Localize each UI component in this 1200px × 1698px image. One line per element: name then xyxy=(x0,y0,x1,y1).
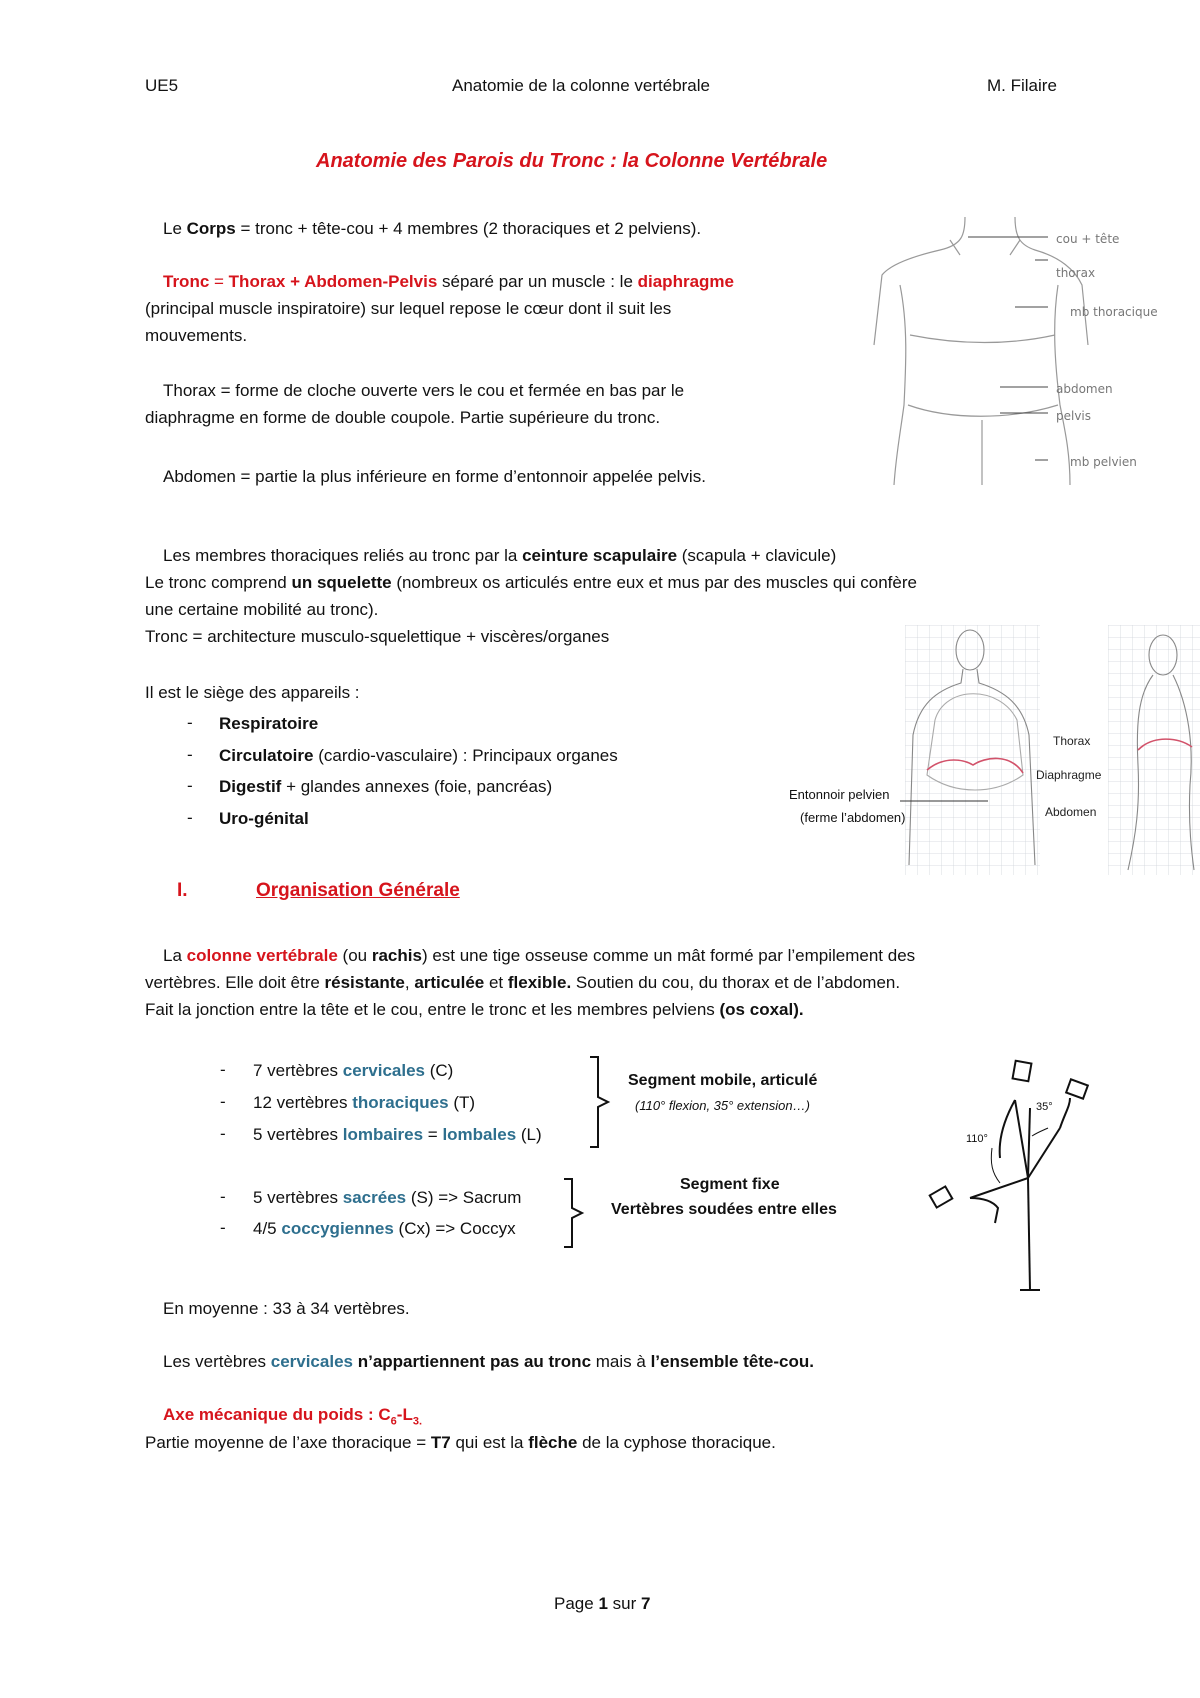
body-outline-figure xyxy=(870,215,1190,495)
vertebre-sacrees: 5 vertèbres sacrées (S) => Sacrum xyxy=(253,1188,522,1207)
segment-fixe-title: Segment fixe xyxy=(680,1176,780,1193)
segment-fixe-sub: Vertèbres soudées entre elles xyxy=(611,1201,837,1218)
list-dash: - xyxy=(220,1187,226,1206)
spine-angle-figure xyxy=(920,1058,1100,1298)
entonnoir-pointer xyxy=(900,795,990,807)
list-dash: - xyxy=(187,776,193,795)
angle-extension: 35° xyxy=(1036,1101,1053,1113)
axe-label: Axe mécanique du poids : $C_6-L_{3.}$ xyxy=(163,1405,423,1428)
list-dash: - xyxy=(220,1060,226,1079)
thorax-side-figure xyxy=(1108,625,1200,875)
segment-mobile-title: Segment mobile, articulé xyxy=(628,1072,818,1089)
angle-flexion: 110° xyxy=(966,1133,988,1145)
tronc-line-3: mouvements. xyxy=(145,326,248,345)
label-abdomen: Abdomen xyxy=(1045,805,1097,819)
list-dash: - xyxy=(187,713,193,732)
colonne-line-2: vertèbres. Elle doit être résistante, articulée et flexible. Soutien du cou, du thorax et de l’abdomen. xyxy=(145,973,901,992)
label-diaphragme: Diaphragme xyxy=(1036,768,1102,782)
label-ferme-abdomen: (ferme l’abdomen) xyxy=(800,810,906,825)
body-label-abdomen: abdomen xyxy=(1056,382,1113,396)
axe-line-2: Partie moyenne de l’axe thoracique = T7 qui est la flèche de la cyphose thoracique. xyxy=(145,1433,776,1452)
page-footer: Page 1 sur 7 xyxy=(554,1594,651,1613)
tronc-line-2: (principal muscle inspiratoire) sur lequel repose le cœur dont il suit les xyxy=(145,299,672,318)
list-item: Circulatoire (cardio-vasculaire) : Principaux organes xyxy=(219,746,618,765)
vertebre-thoraciques: 12 vertèbres thoraciques (T) xyxy=(253,1093,476,1112)
list-item: Digestif + glandes annexes (foie, pancréas) xyxy=(219,777,553,796)
segment-mobile-sub: (110° flexion, 35° extension…) xyxy=(635,1098,810,1113)
list-dash: - xyxy=(220,1124,226,1143)
list-dash: - xyxy=(187,745,193,764)
membres-line-2: Le tronc comprend un squelette (nombreux os articulés entre eux et mus par des muscles qui confère xyxy=(145,573,917,592)
spine-angle-sketch-icon xyxy=(920,1058,1100,1298)
body-label-thorax: thorax xyxy=(1056,266,1096,280)
moyenne-line: En moyenne : 33 à 34 vertèbres. xyxy=(163,1299,410,1318)
body-sketch-icon xyxy=(870,215,1190,495)
membres-line-4: Tronc = architecture musculo-squelettique + viscères/organes xyxy=(145,627,610,646)
bracket-fixe-icon xyxy=(562,1177,588,1249)
header-left: UE5 xyxy=(145,76,179,95)
list-dash: - xyxy=(220,1218,226,1237)
list-dash: - xyxy=(220,1092,226,1111)
vertebre-lombaires: 5 vertèbres lombaires = lombales (L) xyxy=(253,1125,542,1144)
section-title: Organisation Générale xyxy=(256,880,460,901)
thorax-line-2: diaphragme en forme de double coupole. Partie supérieure du tronc. xyxy=(145,408,661,427)
thorax-line-1: Thorax = forme de cloche ouverte vers le cou et fermée en bas par le xyxy=(163,381,685,400)
abdomen-line: Abdomen = partie la plus inférieure en forme d’entonnoir appelée pelvis. xyxy=(163,467,706,486)
header-right: M. Filaire xyxy=(987,76,1057,95)
body-label-pelvis: pelvis xyxy=(1056,409,1092,423)
section-number: I. xyxy=(177,880,188,901)
list-item: Uro-génital xyxy=(219,809,309,828)
tronc-line-1: Tronc = Thorax + Abdomen-Pelvis séparé par un muscle : le diaphragme xyxy=(163,272,734,291)
thorax-front-sketch-icon xyxy=(905,625,1040,875)
vertebre-coccygiennes: 4/5 coccygiennes (Cx) => Coccyx xyxy=(253,1219,516,1238)
body-label-mb-thoracique: mb thoracique xyxy=(1070,305,1158,319)
label-entonnoir: Entonnoir pelvien xyxy=(789,787,890,802)
cervicales-note: Les vertèbres cervicales n’appartiennent pas au tronc mais à l’ensemble tête-cou. xyxy=(163,1352,814,1371)
colonne-line-3: Fait la jonction entre la tête et le cou, entre le tronc et les membres pelviens (os coxal). xyxy=(145,1000,804,1019)
corps-line: Le Corps = tronc + tête-cou + 4 membres (2 thoraciques et 2 pelviens). xyxy=(163,219,702,238)
body-label-mb-pelvien: mb pelvien xyxy=(1070,455,1137,469)
appareils-intro: Il est le siège des appareils : xyxy=(145,683,360,702)
bracket-mobile-icon xyxy=(588,1055,614,1149)
label-thorax: Thorax xyxy=(1053,734,1091,748)
colonne-line-1: La colonne vertébrale (ou rachis) est une tige osseuse comme un mât formé par l’empilement des xyxy=(163,946,916,965)
membres-line-1: Les membres thoraciques reliés au tronc par la ceinture scapulaire (scapula + clavicule) xyxy=(163,546,837,565)
list-dash: - xyxy=(187,808,193,827)
header-center: Anatomie de la colonne vertébrale xyxy=(452,76,710,95)
vertebre-cervicales: 7 vertèbres cervicales (C) xyxy=(253,1061,454,1080)
list-item: Respiratoire xyxy=(219,714,319,733)
membres-line-3: une certaine mobilité au tronc). xyxy=(145,600,379,619)
page-title: Anatomie des Parois du Tronc : la Colonne Vertébrale xyxy=(316,150,828,172)
thorax-side-sketch-icon xyxy=(1108,625,1200,875)
body-label-cou: cou + tête xyxy=(1056,232,1120,246)
thorax-front-figure xyxy=(905,625,1040,875)
